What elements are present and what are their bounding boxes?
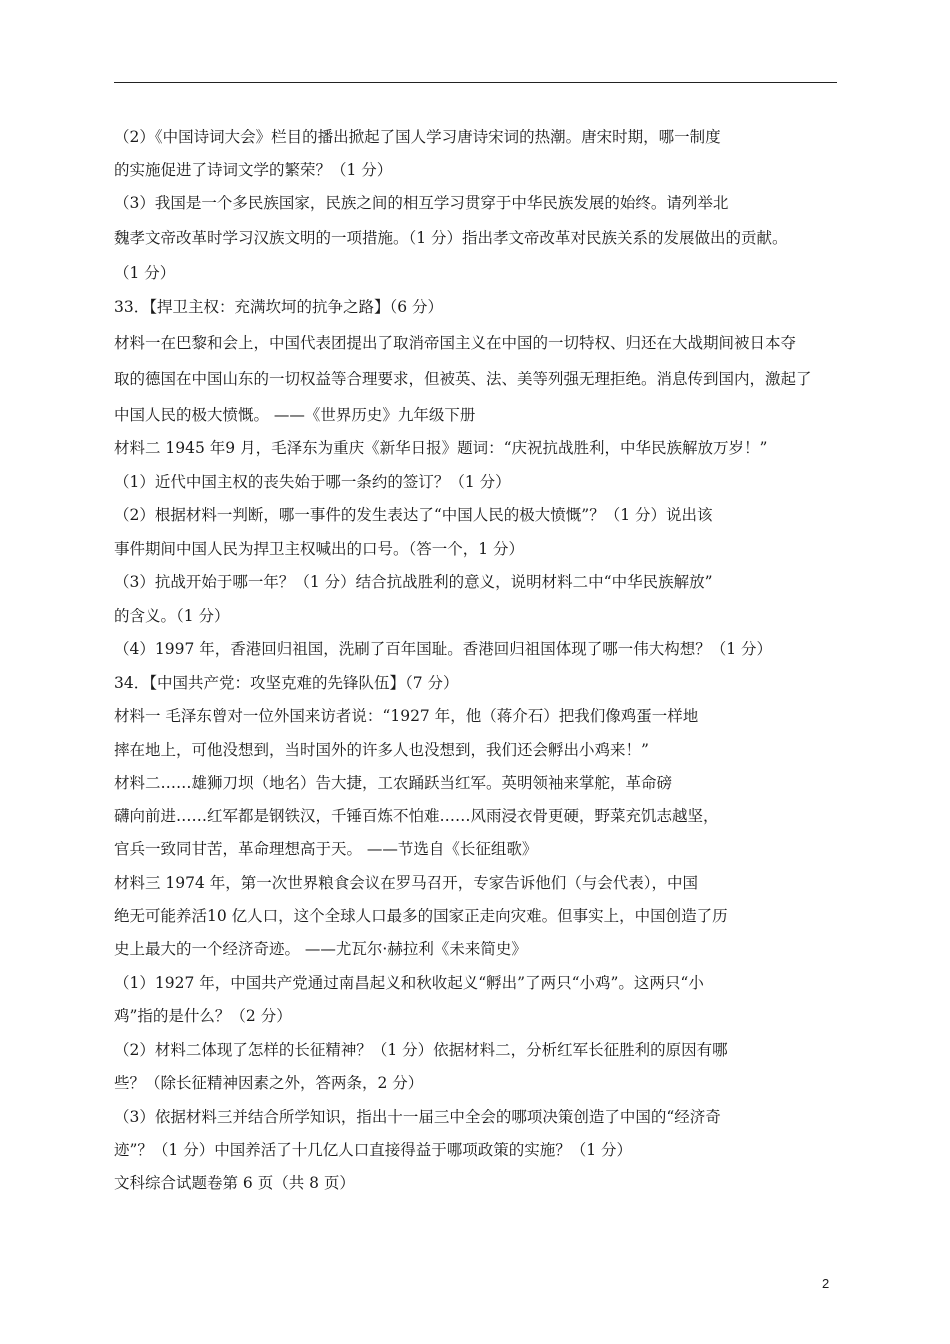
- text-line: 史上最大的一个经济奇迹。 ——尤瓦尔·赫拉利《未来简史》: [114, 940, 527, 958]
- text-line: 鸡”指的是什么？（2 分）: [114, 1007, 292, 1025]
- text-line: 官兵一致同甘苦，革命理想高于天。 ——节选自《长征组歌》: [114, 840, 538, 858]
- text-line: 材料一 毛泽东曾对一位外国来访者说：“1927 年，他（蒋介石）把我们像鸡蛋一样地: [114, 707, 699, 725]
- text-line: （1）近代中国主权的丧失始于哪一条约的签订？（1 分）: [114, 473, 511, 491]
- text-line: （1）1927 年，中国共产党通过南昌起义和秋收起义“孵出”了两只“小鸡”。这两只“小: [114, 974, 704, 992]
- text-line: （2）材料二体现了怎样的长征精神？（1 分）依据材料二，分析红军长征胜利的原因有哪: [114, 1041, 728, 1059]
- text-line: 迹”？（1 分）中国养活了十几亿人口直接得益于哪项政策的实施？（1 分）: [114, 1141, 633, 1159]
- text-line: 摔在地上，可他没想到，当时国外的许多人也没想到，我们还会孵出小鸡来！”: [114, 741, 649, 759]
- text-line: 些？（除长征精神因素之外，答两条，2 分）: [114, 1074, 424, 1092]
- page-footer-text: 文科综合试题卷第 6 页（共 8 页）: [114, 1174, 355, 1192]
- page-number: 2: [822, 1276, 830, 1291]
- text-line: 中国人民的极大愤慨。 ——《世界历史》九年级下册: [114, 406, 476, 424]
- text-line: （2）《中国诗词大会》栏目的播出掀起了国人学习唐诗宋词的热潮。唐宋时期，哪一制度: [114, 128, 721, 146]
- text-line: 材料二……雄狮刀坝（地名）告大捷，工农踊跃当红军。英明领袖来掌舵，革命磅: [114, 774, 673, 792]
- text-line: 的实施促进了诗词文学的繁荣？（1 分）: [114, 161, 393, 179]
- text-line: （2）根据材料一判断，哪一事件的发生表达了“中国人民的极大愤慨”？（1 分）说出该: [114, 506, 713, 524]
- text-line: 事件期间中国人民为捍卫主权喊出的口号。（答一个，1 分）: [114, 540, 525, 558]
- text-line: （3）抗战开始于哪一年？（1 分）结合抗战胜利的意义，说明材料二中“中华民族解放”: [114, 573, 713, 591]
- header-rule: [114, 82, 837, 83]
- text-line: 材料一在巴黎和会上，中国代表团提出了取消帝国主义在中国的一切特权、归还在大战期间被日本夺: [114, 334, 797, 352]
- question-heading-34: 34．【中国共产党：攻坚克难的先锋队伍】（7 分）: [114, 674, 459, 692]
- text-line: （3）我国是一个多民族国家，民族之间的相互学习贯穿于中华民族发展的始终。请列举北: [114, 194, 729, 212]
- text-line: 礴向前进……红军都是钢铁汉，千锤百炼不怕难……风雨浸衣骨更硬，野菜充饥志越坚，: [114, 807, 719, 825]
- text-line: （3）依据材料三并结合所学知识，指出十一届三中全会的哪项决策创造了中国的“经济奇: [114, 1108, 721, 1126]
- text-line: 的含义。（1 分）: [114, 607, 230, 625]
- text-line: 材料三 1974 年，第一次世界粮食会议在罗马召开，专家告诉他们（与会代表），中国: [114, 874, 699, 892]
- text-line: 材料二 1945 年9 月，毛泽东为重庆《新华日报》题词：“庆祝抗战胜利，中华民族解放万岁！”: [114, 439, 768, 457]
- text-line: 魏孝文帝改革时学习汉族文明的一项措施。（1 分）指出孝文帝改革对民族关系的发展做出的贡献。: [114, 229, 788, 247]
- text-line: （4）1997 年，香港回归祖国，洗刷了百年国耻。香港回归祖国体现了哪一伟大构想？（1 分）: [114, 640, 773, 658]
- text-line: （1 分）: [114, 264, 176, 282]
- text-line: 取的德国在中国山东的一切权益等合理要求，但被英、法、美等列强无理拒绝。消息传到国内，激起了: [114, 370, 812, 388]
- text-line: 绝无可能养活10 亿人口，这个全球人口最多的国家正走向灾难。但事实上，中国创造了历: [114, 907, 728, 925]
- question-heading-33: 33．【捍卫主权：充满坎坷的抗争之路】（6 分）: [114, 298, 444, 316]
